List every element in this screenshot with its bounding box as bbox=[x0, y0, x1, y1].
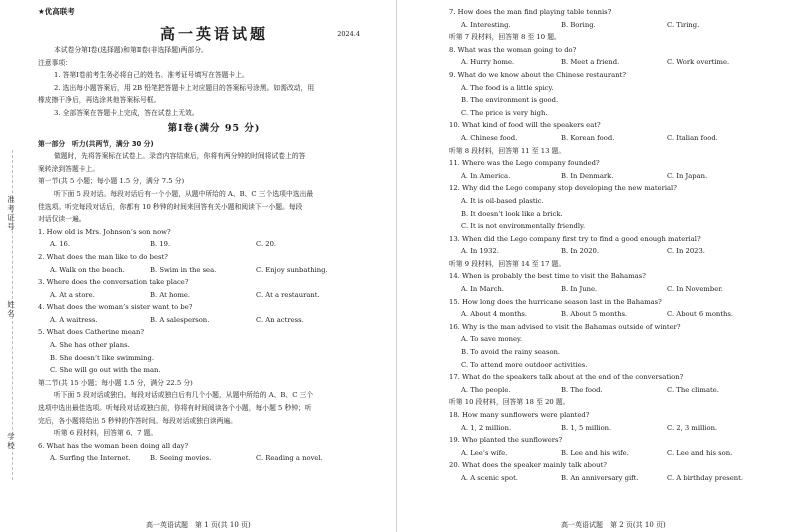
option-a: A. In 1932. bbox=[461, 247, 499, 256]
options-row bbox=[449, 132, 789, 145]
section-title: 第Ⅰ卷(满分 95 分) bbox=[167, 122, 261, 134]
option-a: A. It is oil-based plastic. bbox=[461, 196, 544, 205]
question-4: 4. What does the woman’s sister want to be? bbox=[38, 303, 193, 312]
question-14: 14. When is probably the best time to visit the Bahamas? bbox=[449, 272, 646, 281]
exam-title: 高一英语试题 bbox=[159, 25, 268, 43]
option-c: C. 2, 3 million. bbox=[667, 423, 718, 432]
question-20: 20. What does the speaker mainly talk about? bbox=[449, 461, 607, 470]
option-a: A. A scenic spot. bbox=[461, 473, 518, 482]
note-line: 1. 答第Ⅰ卷前考生务必将自己的姓名、准考证号填写在答题卡上。 bbox=[54, 71, 249, 80]
option-a: A. Interesting. bbox=[461, 20, 511, 29]
note-line: 注意事项： bbox=[38, 58, 72, 67]
part-heading: 第一部分 听力(共两节，满分 30 分) bbox=[38, 139, 154, 148]
question-16: 16. Why is the man advised to visit the Bahamas outside of winter? bbox=[449, 322, 681, 331]
side-label-school: 学校 bbox=[7, 432, 15, 450]
question-19: 19. Who planted the sunflowers? bbox=[449, 436, 563, 445]
option-c: C. She will go out with the man. bbox=[50, 366, 161, 375]
option-a: A. About 4 months. bbox=[461, 310, 528, 319]
exam-date: 2024.4 bbox=[337, 30, 360, 38]
option-a: A. Surfing the Internet. bbox=[50, 454, 131, 463]
note-line: 橡皮擦干净后，再选涂其他答案标号框。 bbox=[38, 96, 161, 105]
option-c: C. Lee and his son. bbox=[667, 448, 733, 457]
left-column bbox=[38, 6, 390, 465]
option-b: B. To avoid the rainy season. bbox=[461, 348, 561, 357]
options-row bbox=[449, 56, 789, 69]
option-b: B. Seeing movies. bbox=[150, 454, 212, 463]
option-a: A. Chinese food. bbox=[461, 133, 518, 142]
option-c: C. It is not environmentally friendly. bbox=[461, 222, 586, 231]
option-a: A. The people. bbox=[461, 385, 511, 394]
options-row bbox=[449, 447, 789, 460]
options-row bbox=[38, 452, 390, 465]
options-row bbox=[38, 264, 390, 277]
option-a: A. To save money. bbox=[461, 335, 523, 344]
question-9: 9. What do we know about the Chinese restaurant? bbox=[449, 70, 626, 79]
question-7: 7. How does the man find playing table tennis? bbox=[449, 8, 612, 16]
option-b: B. The food. bbox=[561, 385, 603, 394]
right-column bbox=[449, 6, 789, 485]
option-b: B. An anniversary gift. bbox=[561, 473, 639, 482]
option-b: B. In June. bbox=[561, 285, 598, 294]
options-row bbox=[38, 238, 390, 251]
note-line: 本试卷分第Ⅰ卷(选择题)和第Ⅱ卷(非选择题)两部分。 bbox=[54, 46, 208, 54]
material-note: 听第 7 段材料，回答第 8 至 10 题。 bbox=[449, 33, 561, 42]
option-c: C. At a restaurant. bbox=[256, 290, 320, 299]
options-row bbox=[449, 384, 789, 397]
side-label-name: 姓名 bbox=[7, 300, 15, 318]
option-b: B. She doesn’t like swimming. bbox=[50, 353, 154, 362]
material-note: 听第 9 段材料，回答第 14 至 17 题。 bbox=[449, 259, 566, 268]
option-a: A. A waitress. bbox=[50, 315, 98, 324]
question-1: 1. How old is Mrs. Johnson’s son now? bbox=[38, 227, 171, 236]
question-17: 17. What do the speakers talk about at the end of the conversation? bbox=[449, 373, 684, 382]
options-row bbox=[449, 422, 789, 435]
instruction-line: 听下面 5 段对话。每段对话后有一个小题，从题中所给的 A、B、C 三个选项中选出最 bbox=[54, 189, 314, 198]
note-line: 2. 选出每小题答案后，用 2B 铅笔把答题卡上对应题目的答案标号涂黑。如需改动，用 bbox=[54, 83, 315, 92]
subsection-heading: 第一节(共 5 小题；每小题 1.5 分，满分 7.5 分) bbox=[38, 177, 185, 186]
question-12: 12. Why did the Lego company stop developing the new material? bbox=[449, 184, 677, 193]
exam-page-2 bbox=[397, 0, 794, 532]
instruction-line: 案转涂到答题卡上。 bbox=[38, 164, 100, 173]
question-11: 11. Where was the Lego company founded? bbox=[449, 159, 600, 168]
option-a: A. In March. bbox=[461, 285, 505, 294]
option-b: B. 1, 5 million. bbox=[561, 423, 612, 432]
option-c: C. In Japan. bbox=[667, 171, 708, 180]
option-c: C. To attend more outdoor activities. bbox=[461, 360, 588, 369]
option-a: A. She has other plans. bbox=[50, 341, 130, 350]
option-c: C. Tiring. bbox=[667, 20, 700, 29]
note-line: 3. 全部答案在答题卡上完成，答在试卷上无效。 bbox=[54, 108, 199, 117]
question-2: 2. What does the man like to do best? bbox=[38, 252, 168, 261]
options-row bbox=[449, 472, 789, 485]
instruction-line: 完后，各小题将给出 5 秒钟的作答时间。每段对话或独白读两遍。 bbox=[38, 416, 237, 425]
question-18: 18. How many sunflowers were planted? bbox=[449, 411, 590, 419]
option-a: A. Walk on the beach. bbox=[50, 265, 125, 274]
options-row bbox=[449, 245, 789, 258]
option-b: B. Swim in the sea. bbox=[150, 265, 217, 274]
option-a: A. 16. bbox=[50, 240, 71, 249]
option-c: C. The price is very high. bbox=[461, 108, 548, 117]
options-row bbox=[449, 308, 789, 321]
option-a: A. In America. bbox=[461, 171, 511, 180]
material-note: 听第 8 段材料，回答第 11 至 13 题。 bbox=[449, 146, 566, 155]
option-a: A. The food is a little spicy. bbox=[461, 83, 554, 92]
page-footer: 高一英语试题 第 1 页(共 10 页) bbox=[146, 521, 251, 529]
option-b: B. Korean food. bbox=[561, 133, 615, 142]
side-label-exam-number: 准考证号 bbox=[7, 195, 15, 231]
option-c: C. Italian food. bbox=[667, 133, 718, 142]
option-b: B. In 2020. bbox=[561, 247, 599, 256]
option-b: B. In Denmark. bbox=[561, 171, 614, 180]
option-c: C. 20. bbox=[256, 240, 277, 249]
instruction-line: 选项中选出最佳选项。听每段对话或独白前，你将有时间阅读各个小题，每小题 5 秒钟；听 bbox=[38, 404, 312, 413]
question-13: 13. When did the Lego company first try to find a good enough material? bbox=[449, 234, 701, 243]
option-c: C. Reading a novel. bbox=[256, 454, 323, 463]
option-a: A. 1, 2 million. bbox=[461, 423, 512, 432]
option-b: B. The environment is good. bbox=[461, 96, 559, 105]
options-row bbox=[38, 289, 390, 302]
exam-badge: ★优高联考 bbox=[38, 7, 75, 16]
option-c: C. The climate. bbox=[667, 385, 719, 394]
option-c: C. Work overtime. bbox=[667, 58, 730, 67]
question-3: 3. Where does the conversation take place? bbox=[38, 278, 189, 287]
option-c: C. An actress. bbox=[256, 315, 304, 324]
question-8: 8. What was the woman going to do? bbox=[449, 45, 577, 54]
instruction-line: 对话仅读一遍。 bbox=[38, 215, 86, 224]
options-row bbox=[449, 170, 789, 183]
option-c: C. A birthday present. bbox=[667, 473, 744, 482]
option-c: C. In November. bbox=[667, 285, 723, 294]
option-a: A. Hurry home. bbox=[461, 58, 515, 67]
subsection-heading: 第二节(共 15 小题；每小题 1.5 分，满分 22.5 分) bbox=[38, 378, 193, 387]
question-5: 5. What does Catherine mean? bbox=[38, 328, 144, 337]
material-note: 听第 6 段材料，回答第 6、7 题。 bbox=[54, 429, 158, 438]
option-b: B. A salesperson. bbox=[150, 315, 210, 324]
option-c: C. About 6 months. bbox=[667, 310, 734, 319]
instruction-line: 佳选项。听完每段对话后，你都有 10 秒钟的时间来回答有关小题和阅读下一小题。每段 bbox=[38, 202, 303, 211]
question-6: 6. What has the woman been doing all day? bbox=[38, 441, 189, 450]
option-a: A. Lee’s wife. bbox=[461, 448, 508, 457]
material-note: 听第 10 段材料，回答第 18 至 20 题。 bbox=[449, 398, 570, 407]
question-10: 10. What kind of food will the speakers eat? bbox=[449, 121, 601, 130]
options-row bbox=[449, 283, 789, 296]
option-b: B. Boring. bbox=[561, 20, 596, 29]
option-b: B. At home. bbox=[150, 290, 191, 299]
option-b: B. Meet a friend. bbox=[561, 58, 620, 67]
option-a: A. At a store. bbox=[50, 290, 95, 299]
page-footer: 高一英语试题 第 2 页(共 10 页) bbox=[561, 521, 666, 529]
instruction-line: 听下面 5 段对话或独白。每段对话或独白后有几个小题，从题中所给的 A、B、C 三个 bbox=[54, 391, 314, 400]
options-row bbox=[38, 314, 390, 327]
option-b: B. About 5 months. bbox=[561, 310, 628, 319]
option-b: B. Lee and his wife. bbox=[561, 448, 629, 457]
option-c: C. In 2023. bbox=[667, 247, 705, 256]
question-15: 15. How long does the hurricane season last in the Bahamas? bbox=[449, 297, 662, 306]
instruction-line: 做题时，先将答案标在试卷上。录音内容结束后，你将有两分钟的时间将试卷上的答 bbox=[54, 152, 306, 161]
option-b: B. It doesn’t look like a brick. bbox=[461, 209, 563, 218]
option-c: C. Enjoy sunbathing. bbox=[256, 265, 328, 274]
options-row bbox=[449, 19, 789, 32]
option-b: B. 19. bbox=[150, 240, 171, 249]
